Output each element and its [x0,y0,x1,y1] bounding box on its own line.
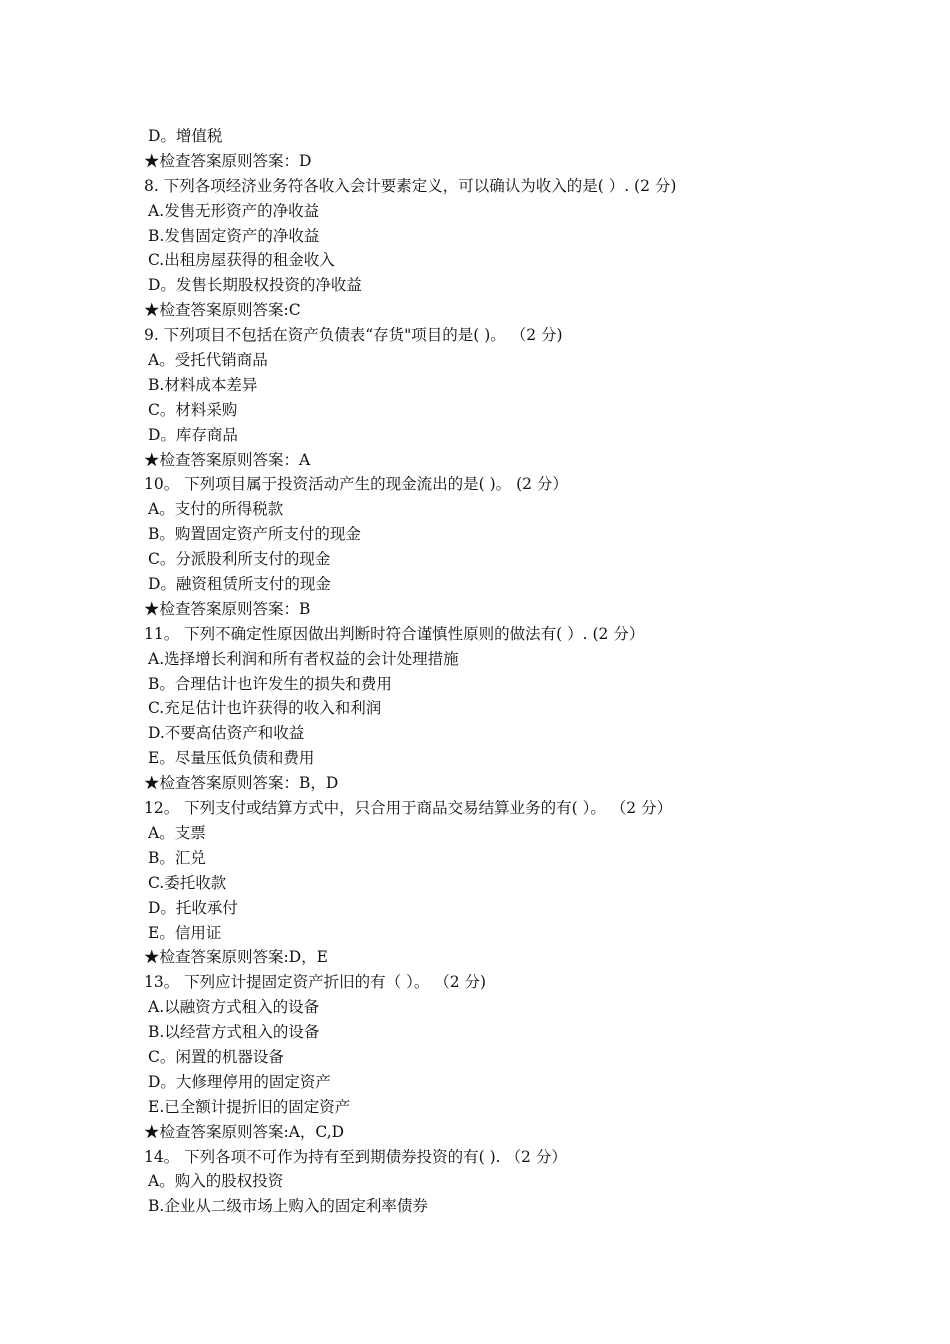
answer-option: A。购入的股权投资 [148,1172,284,1191]
question-text: 12。 下列支付或结算方式中，只合用于商品交易结算业务的有( ）。 （2 分） [144,799,673,818]
question-text: 14。 下列各项不可作为持有至到期债券投资的有( ). （2 分） [144,1147,567,1166]
question-text: 13。 下列应计提固定资产折旧的有（ ）。 （2 分) [144,973,487,992]
answer-key: ★检查答案原则答案：D [144,151,312,170]
question-list [144,124,864,1219]
question-text: 9. 下列项目不包括在资产负债表“存货"项目的是( )。 （2 分) [144,326,563,345]
answer-option: C。闲置的机器设备 [148,1047,284,1066]
answer-key: ★检查答案原则答案:A，C,D [144,1122,345,1141]
answer-option: E。信用证 [148,923,222,942]
answer-option: D。发售长期股权投资的净收益 [148,276,362,295]
answer-option: B.材料成本差异 [148,375,258,394]
answer-key: ★检查答案原则答案：B，D [144,774,339,793]
answer-key: ★检查答案原则答案:C [144,301,301,320]
answer-option: C.委托收款 [148,873,227,892]
question-text: 8. 下列各项经济业务符各收入会计要素定义，可以确认为收入的是( ）. (2 分) [144,176,677,195]
answer-option: B.以经营方式租入的设备 [148,1023,320,1042]
answer-option: A.以融资方式租入的设备 [148,998,320,1017]
answer-option: E.已全额计提折旧的固定资产 [148,1097,351,1116]
answer-key: ★检查答案原则答案：B [144,599,311,618]
answer-option: A。支票 [148,823,206,842]
answer-option: D。库存商品 [148,425,238,444]
answer-option: B。购置固定资产所支付的现金 [148,525,361,544]
answer-option: C.充足估计也许获得的收入和利润 [148,699,382,718]
answer-option: B。合理估计也许发生的损失和费用 [148,674,392,693]
question-text: 10。 下列项目属于投资活动产生的现金流出的是( )。 (2 分） [144,475,568,494]
answer-option: A.选择增长利润和所有者权益的会计处理措施 [148,649,459,668]
answer-option: A。受托代销商品 [148,351,268,370]
answer-option: C。分派股利所支付的现金 [148,550,331,569]
answer-key: ★检查答案原则答案：A [144,450,311,469]
answer-key: ★检查答案原则答案:D，E [144,948,328,967]
answer-option: B.发售固定资产的净收益 [148,226,320,245]
answer-option: D。增值税 [148,127,223,145]
answer-option: E。尽量压低负债和费用 [148,749,315,768]
answer-option: D.不要高估资产和收益 [148,724,305,743]
answer-option: C.出租房屋获得的租金收入 [148,251,335,270]
question-text: 11。 下列不确定性原因做出判断时符合谨慎性原则的做法有( ）. (2 分） [144,624,645,643]
answer-option: B。汇兑 [148,848,206,867]
answer-option: D。托收承付 [148,898,238,917]
answer-option: C。材料采购 [148,400,238,419]
answer-option: D。融资租赁所支付的现金 [148,575,331,594]
answer-option: B.企业从二级市场上购入的固定利率债券 [148,1197,428,1216]
answer-option: A。支付的所得税款 [148,500,284,519]
answer-option: D。大修理停用的固定资产 [148,1072,331,1091]
answer-option: A.发售无形资产的净收益 [148,201,320,220]
